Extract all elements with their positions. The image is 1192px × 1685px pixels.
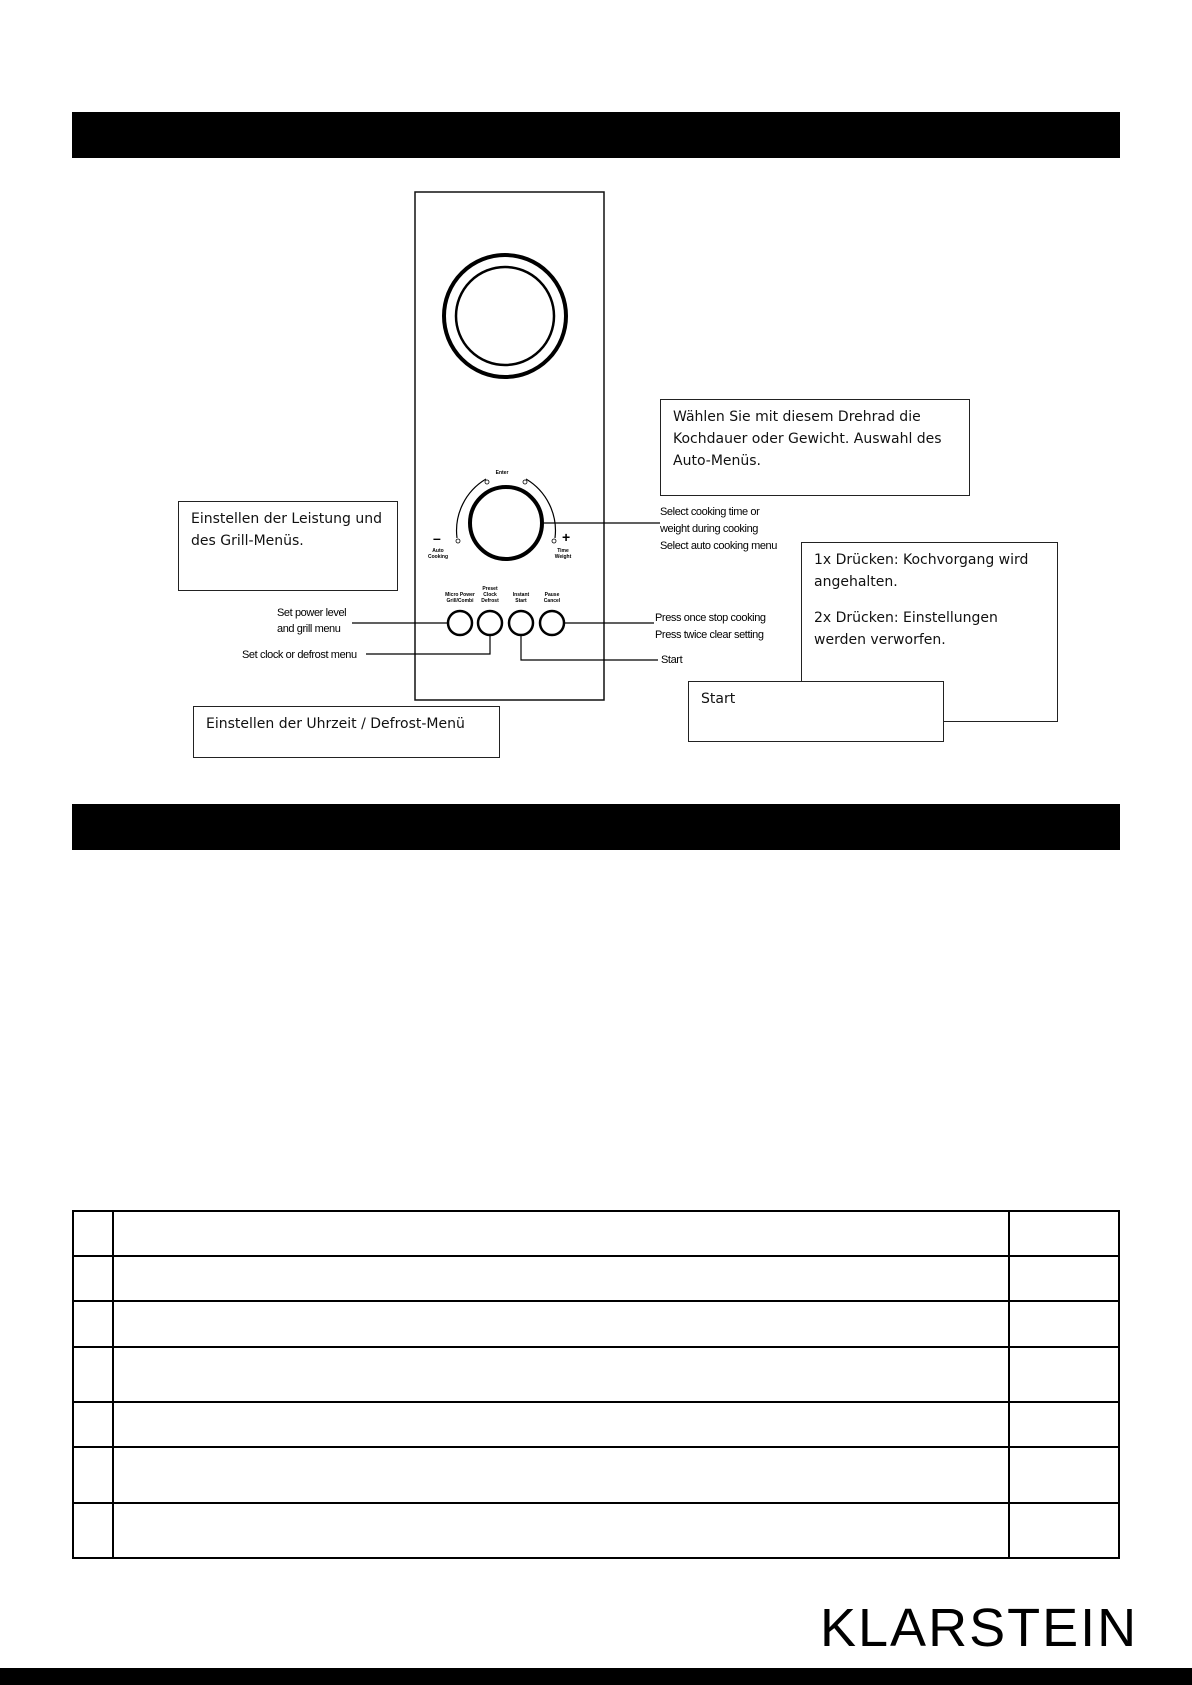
- knob-dot: [552, 539, 556, 543]
- table-cell: [1009, 1301, 1119, 1347]
- table-cell: [113, 1402, 1009, 1447]
- table-cell: [1009, 1402, 1119, 1447]
- instant-start-label: Instant Start: [512, 592, 530, 604]
- leader-line: [366, 636, 490, 654]
- top-dial-outer: [444, 255, 566, 377]
- table-row: [73, 1447, 1119, 1503]
- knob-dot: [456, 539, 460, 543]
- druecken-1-text: 1x Drücken: Kochvorgang wird angehalten.: [814, 552, 1029, 590]
- table-row: [73, 1402, 1119, 1447]
- note-press-2: Press twice clear setting: [655, 629, 764, 641]
- table-row: [73, 1301, 1119, 1347]
- top-dial-inner: [456, 267, 554, 365]
- clock-defrost-label: Preset Clock Defrost: [481, 586, 499, 604]
- knob-dot: [523, 480, 527, 484]
- knob-dot: [485, 480, 489, 484]
- table-cell: [113, 1447, 1009, 1503]
- callout-uhrzeit: Einstellen der Uhrzeit / Defrost-Menü: [193, 706, 500, 758]
- note-power-1: Set power level: [277, 607, 347, 619]
- table-row: [73, 1256, 1119, 1301]
- leader-line: [521, 636, 658, 660]
- table-row: [73, 1503, 1119, 1558]
- auto-cooking-label: Auto Cooking: [428, 548, 448, 560]
- table-cell: [113, 1503, 1009, 1558]
- table-row: [73, 1211, 1119, 1256]
- note-start: Start: [661, 654, 683, 666]
- plus-label: +: [562, 529, 571, 545]
- note-select-1: Select cooking time or: [660, 506, 760, 518]
- table-cell: [73, 1301, 113, 1347]
- table-cell: [1009, 1347, 1119, 1402]
- table-cell: [1009, 1503, 1119, 1558]
- druecken-2-text: 2x Drücken: Einstellungen werden verworfen.: [814, 610, 998, 648]
- time-weight-label: Time Weight: [554, 548, 572, 560]
- table-cell: [113, 1256, 1009, 1301]
- table-cell: [113, 1211, 1009, 1256]
- table-cell: [73, 1256, 113, 1301]
- note-select-2: weight during cooking: [660, 523, 759, 535]
- micro-power-label: Micro Power Grill/Combi: [445, 592, 475, 604]
- note-press-1: Press once stop cooking: [655, 612, 766, 624]
- table-cell: [1009, 1256, 1119, 1301]
- spacer: [814, 593, 1045, 607]
- button-pause-cancel: [540, 611, 564, 635]
- note-clock: Set clock or defrost menu: [242, 649, 357, 661]
- button-clock-defrost: [478, 611, 502, 635]
- section-header-bar: [72, 804, 1120, 850]
- footer-bar: [0, 1668, 1192, 1685]
- control-panel-diagram: [0, 0, 1192, 780]
- table-cell: [113, 1301, 1009, 1347]
- table-cell: [1009, 1211, 1119, 1256]
- note-power-2: and grill menu: [277, 623, 341, 635]
- button-micro-power: [448, 611, 472, 635]
- pause-cancel-label: Pause Cancel: [543, 592, 561, 604]
- spec-table: [72, 1210, 1120, 1559]
- callout-drehrad: Wählen Sie mit diesem Drehrad die Kochdauer oder Gewicht. Auswahl des Auto-Menüs.: [660, 399, 970, 496]
- table-cell: [73, 1503, 113, 1558]
- selector-knob: [470, 487, 542, 559]
- callout-leistung: Einstellen der Leistung und des Grill-Menüs.: [178, 501, 398, 591]
- brand-logo: KLARSTEIN: [820, 1598, 1139, 1658]
- callout-start: Start: [688, 681, 944, 742]
- table-cell: [73, 1211, 113, 1256]
- table-cell: [73, 1447, 113, 1503]
- button-instant-start: [509, 611, 533, 635]
- table-cell: [113, 1347, 1009, 1402]
- table-cell: [73, 1347, 113, 1402]
- table-row: [73, 1347, 1119, 1402]
- minus-label: –: [433, 530, 441, 546]
- note-select-3: Select auto cooking menu: [660, 540, 777, 552]
- enter-label: Enter: [495, 470, 509, 476]
- table-cell: [1009, 1447, 1119, 1503]
- table-cell: [73, 1402, 113, 1447]
